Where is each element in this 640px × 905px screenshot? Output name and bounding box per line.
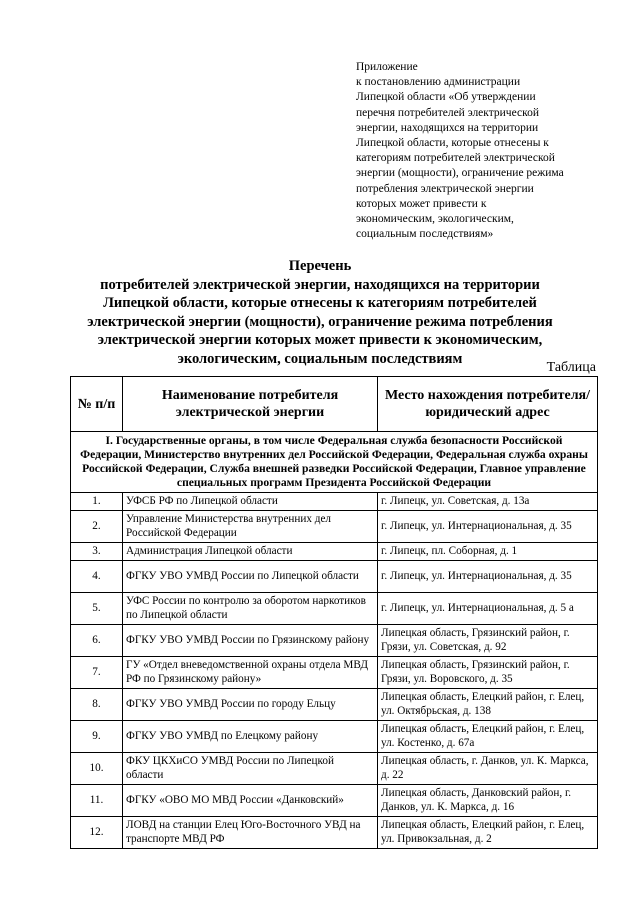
table-row xyxy=(71,817,598,849)
row-name: ФГКУ УВО УМВД по Елецкому району xyxy=(123,721,378,753)
table-row xyxy=(71,689,598,721)
table-row xyxy=(71,721,598,753)
title-line: Перечень xyxy=(288,258,352,274)
table-row xyxy=(71,593,598,625)
appendix-note xyxy=(356,60,616,242)
row-num: 8. xyxy=(71,689,123,721)
row-address: Липецкая область, Грязинский район, г. Грязи, ул. Советская, д. 92 xyxy=(378,625,598,657)
row-num: 2. xyxy=(71,511,123,543)
row-address: Липецкая область, г. Данков, ул. К. Маркса, д. 22 xyxy=(378,753,598,785)
table-row xyxy=(71,511,598,543)
title-line: потребителей электрической энергии, находящихся на территории xyxy=(100,276,540,293)
row-num: 3. xyxy=(71,543,123,561)
row-name: ФГКУ УВО УМВД России по Грязинскому району xyxy=(123,625,378,657)
row-address: Липецкая область, Елецкий район, г. Елец, ул. Привокзальная, д. 2 xyxy=(378,817,598,849)
row-name: Управление Министерства внутренних дел Российской Федерации xyxy=(123,511,378,543)
table-row xyxy=(71,543,598,561)
section-heading: I. Государственные органы, в том числе Федеральная служба безопасности Российской Федерации, Министерство внутренних дел Российской Федерации, Федеральная служба охраны Российской Федерации, Служба внешней разведки Российской Федерации, Главное управление специальных программ Президента Российской Федерации xyxy=(71,432,598,493)
title-line: электрической энергии которых может привести к экономическим, xyxy=(97,332,543,348)
row-name: УФС России по контролю за оборотом наркотиков по Липецкой области xyxy=(123,593,378,625)
title-line: электрической энергии (мощности), ограничение режима потребления xyxy=(87,313,553,330)
table-row xyxy=(71,785,598,817)
table-row xyxy=(71,493,598,511)
row-num: 6. xyxy=(71,625,123,657)
appendix-line: потребления электрической энергии xyxy=(356,182,534,195)
appendix-line: энергии, находящихся на территории xyxy=(356,121,539,134)
section-row xyxy=(71,432,598,493)
header-name: Наименование потребителя электрической энергии xyxy=(123,377,378,432)
row-num: 12. xyxy=(71,817,123,849)
table-row xyxy=(71,657,598,689)
row-name: УФСБ РФ по Липецкой области xyxy=(123,493,378,511)
row-num: 9. xyxy=(71,721,123,753)
table-label: Таблица xyxy=(546,360,596,375)
row-address: Липецкая область, Грязинский район, г. Грязи, ул. Воровского, д. 35 xyxy=(378,657,598,689)
row-num: 1. xyxy=(71,493,123,511)
appendix-line: перечня потребителей электрической xyxy=(356,106,539,119)
document-title xyxy=(60,257,580,368)
row-num: 5. xyxy=(71,593,123,625)
row-name: ЛОВД на станции Елец Юго-Восточного УВД на транспорте МВД РФ xyxy=(123,817,378,849)
row-num: 10. xyxy=(71,753,123,785)
appendix-line: Приложение xyxy=(356,61,418,73)
appendix-line: энергии (мощности), ограничение режима xyxy=(356,167,564,180)
table-row xyxy=(71,561,598,593)
table-row xyxy=(71,625,598,657)
header-address: Место нахождения потребителя/юридический адрес xyxy=(378,377,598,432)
title-line: экологическим, социальным последствиям xyxy=(177,350,463,367)
appendix-line: к постановлению администрации xyxy=(356,76,521,89)
row-address: г. Липецк, пл. Соборная, д. 1 xyxy=(378,543,598,561)
row-num: 7. xyxy=(71,657,123,689)
appendix-line: экономическим, экологическим, xyxy=(356,213,514,226)
row-address: г. Липецк, ул. Советская, д. 13а xyxy=(378,493,598,511)
appendix-line: Липецкой области, которые отнесены к xyxy=(356,137,549,150)
row-name: ФКУ ЦКХиСО УМВД России по Липецкой области xyxy=(123,753,378,785)
appendix-line: социальным последствиям» xyxy=(356,228,494,241)
row-address: г. Липецк, ул. Интернациональная, д. 35 xyxy=(378,561,598,593)
row-name: ФГКУ УВО УМВД России по Липецкой области xyxy=(123,561,378,593)
row-address: Липецкая область, Данковский район, г. Данков, ул. К. Маркса, д. 16 xyxy=(378,785,598,817)
table-row xyxy=(71,753,598,785)
row-name: Администрация Липецкой области xyxy=(123,543,378,561)
row-num: 4. xyxy=(71,561,123,593)
appendix-line: категориям потребителей электрической xyxy=(356,152,555,165)
row-address: Липецкая область, Елецкий район, г. Елец, ул. Костенко, д. 67а xyxy=(378,721,598,753)
row-address: г. Липецк, ул. Интернациональная, д. 5 а xyxy=(378,593,598,625)
row-address: г. Липецк, ул. Интернациональная, д. 35 xyxy=(378,511,598,543)
row-name: ФГКУ УВО УМВД России по городу Ельцу xyxy=(123,689,378,721)
row-name: ГУ «Отдел вневедомственной охраны отдела МВД РФ по Грязинскому району» xyxy=(123,657,378,689)
row-name: ФГКУ «ОВО МО МВД России «Данковский» xyxy=(123,785,378,817)
row-address: Липецкая область, Елецкий район, г. Елец, ул. Октябрьская, д. 138 xyxy=(378,689,598,721)
row-num: 11. xyxy=(71,785,123,817)
appendix-line: которых может привести к xyxy=(356,197,487,210)
title-line: Липецкой области, которые отнесены к категориям потребителей xyxy=(103,295,537,311)
consumers-table xyxy=(70,376,598,849)
appendix-line: Липецкой области «Об утверждении xyxy=(356,91,536,104)
table-header-row xyxy=(71,377,598,432)
header-num: № п/п xyxy=(71,377,123,432)
